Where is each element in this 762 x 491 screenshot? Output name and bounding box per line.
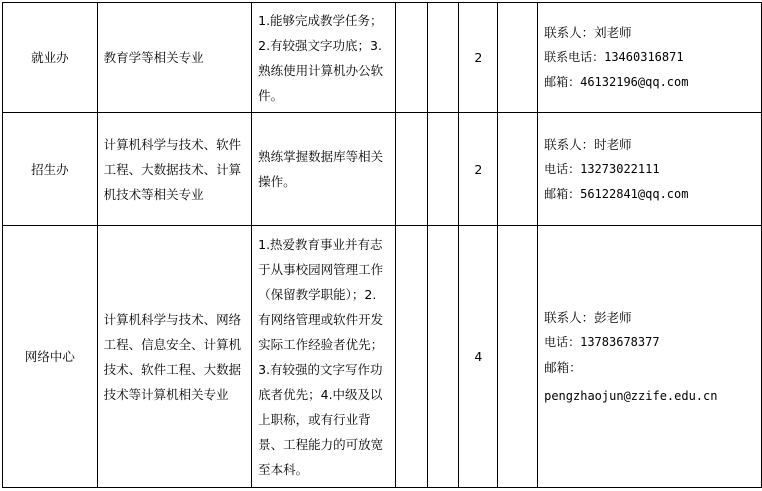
requirements-cell: 1.热爱教育事业并有志于从事校园网管理工作（保留教学职能）；2.有网络管理或软件开发实际工作经验者优先；3.有较强的文字写作功底者优先；4.中级及以上职称，或有行业背景、工程能力的可放宽至本科。 (252, 226, 396, 488)
count-cell: 2 (459, 3, 498, 113)
major-cell: 计算机科学与技术、软件工程、大数据技术、计算机技术等相关专业 (97, 113, 251, 226)
table-row (3, 113, 762, 226)
empty-cell (395, 3, 427, 113)
department-cell: 就业办 (3, 3, 98, 113)
contact-person: 联系人：彭老师 (544, 309, 632, 325)
empty-cell (395, 113, 427, 226)
contact-person: 联系人：刘老师 (544, 25, 632, 40)
department-cell: 招生办 (3, 113, 98, 226)
contact-email[interactable]: pengzhaojun@zzife.edu.cn (544, 388, 718, 403)
major-cell: 教育学等相关专业 (97, 3, 251, 113)
major-cell: 计算机科学与技术、网络工程、信息安全、计算机技术、软件工程、大数据技术等计算机相关专业 (97, 226, 251, 488)
contact-cell (538, 3, 762, 113)
empty-cell (498, 113, 538, 226)
table-row (3, 3, 762, 113)
empty-cell (427, 3, 459, 113)
empty-cell (498, 226, 538, 488)
department-cell: 网络中心 (3, 226, 98, 488)
contact-cell (538, 113, 762, 226)
count-cell: 4 (459, 226, 498, 488)
contact-phone: 电话：13273022111 (544, 161, 660, 176)
table-row (3, 226, 762, 488)
requirements-cell: 熟练掌握数据库等相关操作。 (252, 113, 396, 226)
contact-phone: 电话：13783678377 (544, 334, 660, 349)
empty-cell (498, 3, 538, 113)
empty-cell (395, 226, 427, 488)
contact-email[interactable]: 邮箱：56122841@qq.com (544, 186, 689, 201)
count-cell: 2 (459, 113, 498, 226)
recruitment-table (2, 2, 762, 488)
requirements-cell: 1.能够完成教学任务；2.有较强文字功底；3.熟练使用计算机办公软件。 (252, 3, 396, 113)
empty-cell (427, 226, 459, 488)
contact-cell (538, 226, 762, 488)
contact-email-label: 邮箱： (544, 359, 582, 375)
empty-cell (427, 113, 459, 226)
contact-person: 联系人：时老师 (544, 136, 632, 152)
contact-email[interactable]: 邮箱：46132196@qq.com (544, 75, 689, 89)
contact-phone: 联系电话：13460316871 (544, 50, 684, 64)
